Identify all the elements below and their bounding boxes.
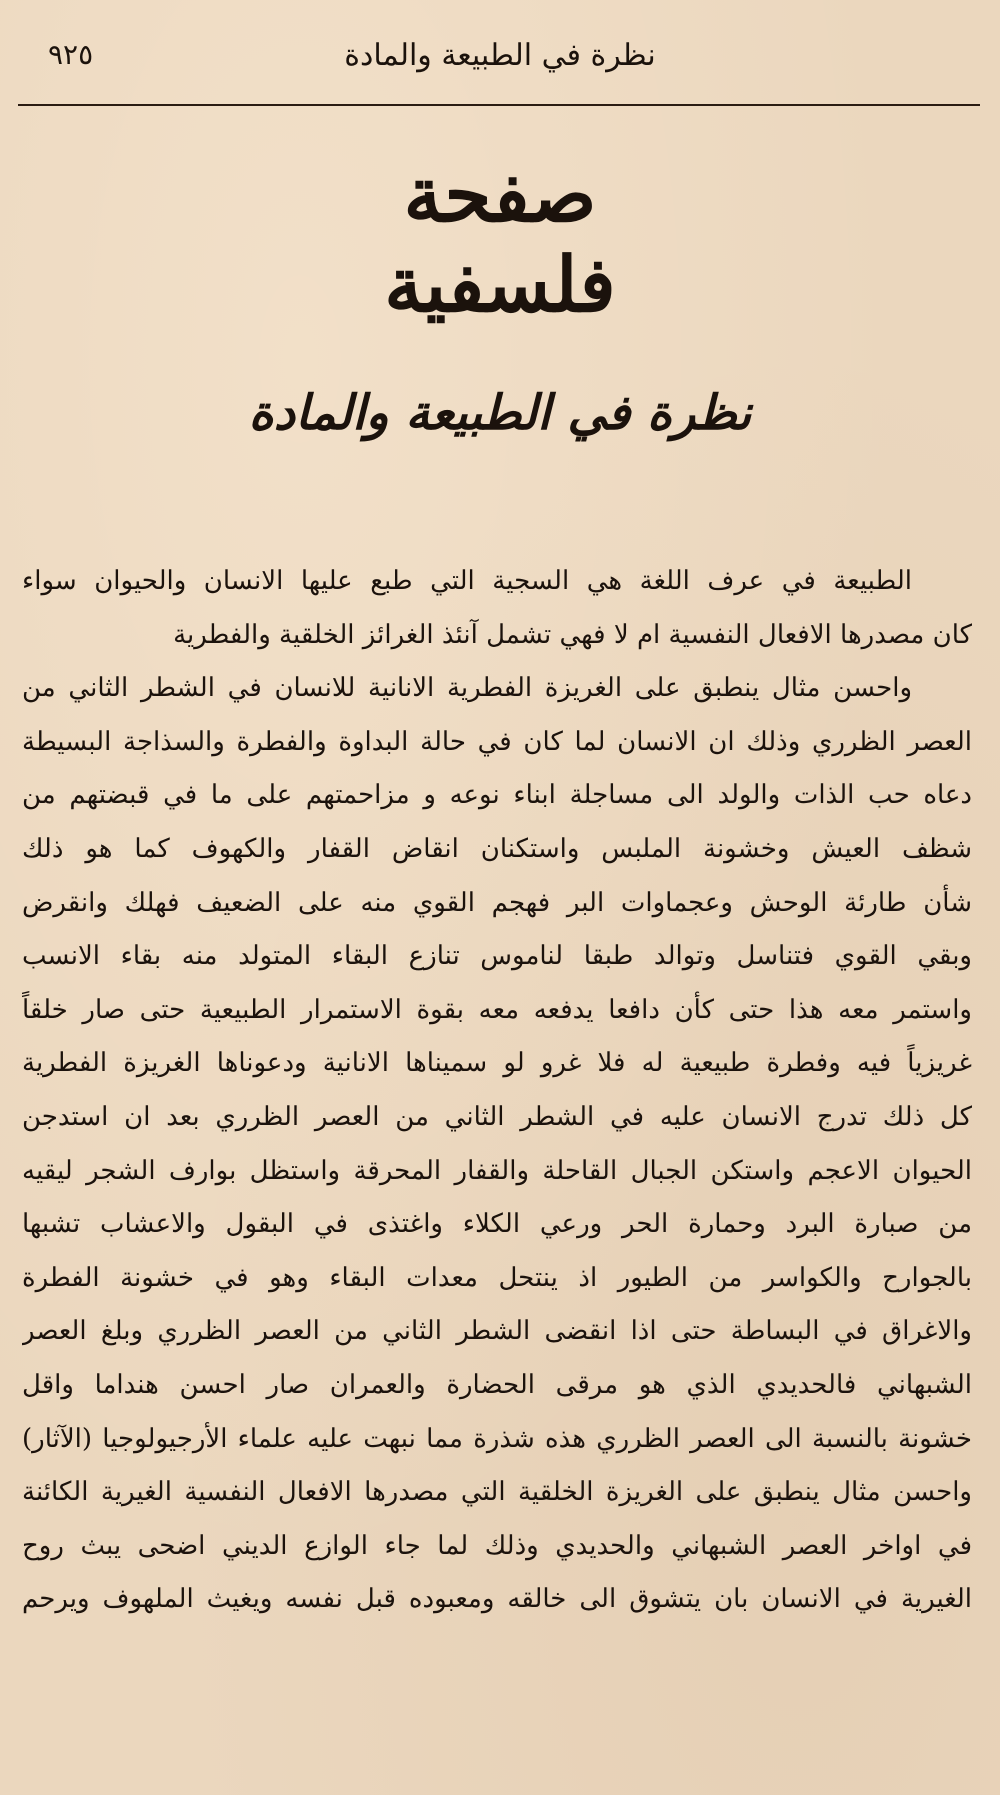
body-line: الشبهاني فالحديدي الذي هو مرقى الحضارة والعمران صار احسن هنداما واقل <box>22 1369 972 1400</box>
body-line: العصر الظرري وذلك ان الانسان لما كان في حالة البداوة والفطرة والسذاجة البسيطة <box>22 726 972 757</box>
body-line: وبقي القوي فتناسل وتوالد طبقا لناموس تنازع البقاء المتولد منه بقاء الانسب <box>22 941 972 972</box>
body-line: كل ذلك تدرج الانسان عليه في الشطر الثاني من العصر الظرري بعد ان استدجن <box>22 1101 972 1132</box>
body-line: شظف العيش وخشونة الملبس واستكنان انقاض القفار والكهوف كما هو ذلك <box>22 833 972 864</box>
article-body <box>22 555 972 1627</box>
body-line: الحيوان الاعجم واستكن الجبال القاحلة والقفار المحرقة واستظل بوارف الشجر ليقيه <box>22 1155 972 1186</box>
body-line: والاغراق في البساطة حتى اذا انقضى الشطر الثاني من العصر الظرري وبلغ العصر <box>22 1316 972 1347</box>
running-header <box>40 38 960 82</box>
body-line: واحسن مثال ينطبق على الغريزة الفطرية الانانية للانسان في الشطر الثاني من <box>22 673 912 704</box>
body-line: واستمر معه هذا حتى كأن دافعا يدفعه معه بقوة الاستمرار الطبيعية حتى صار خلقاً <box>22 994 972 1025</box>
body-line: في اواخر العصر الشبهاني والحديدي وذلك لما جاء الوازع الديني اضحى يبث روح <box>22 1530 972 1561</box>
body-line: شأن طارئة الوحش وعجماوات البر فهجم القوي منه على الضعيف فهلك وانقرض <box>22 887 972 918</box>
article-title: نظرة في الطبيعة والمادة <box>248 385 752 441</box>
section-title-line-2: فلسفية <box>384 240 616 329</box>
body-line: غريزياً فيه وفطرة طبيعية له فلا غرو لو سميناها الانانية ودعوناها الغريزة الفطرية <box>22 1048 972 1079</box>
body-line: واحسن مثال ينطبق على الغريزة الخلقية التي مصدرها الافعال النفسية الغيرية الكائنة <box>22 1477 972 1508</box>
body-line: كان مصدرها الافعال النفسية ام لا فهي تشمل آنئذ الغرائز الخلقية والفطرية <box>173 619 972 650</box>
body-line: الطبيعة في عرف اللغة هي السجية التي طبع عليها الانسان والحيوان سواء <box>22 566 912 596</box>
body-line: من صبارة البرد وحمارة الحر ورعي الكلاء واغتذى في البقول والاعشاب تشبها <box>22 1209 972 1240</box>
header-rule <box>18 104 980 106</box>
body-line: الغيرية في الانسان بان يتشوق الى خالقه ومعبوده قبل نفسه ويغيث الملهوف ويرحم <box>22 1584 972 1615</box>
page-number: ٩٢٥ <box>48 38 94 71</box>
running-title: نظرة في الطبيعة والمادة <box>344 38 656 73</box>
section-title <box>0 150 1000 330</box>
section-title-line-1: صفحة <box>403 150 597 239</box>
body-line: دعاه حب الذات والولد الى مساجلة ابناء نوعه و مزاحمتهم على ما في قبضتهم من <box>22 780 972 811</box>
body-line: خشونة بالنسبة الى العصر الظرري هذه شذرة مما نبهت عليه علماء الأرجيولوجيا (الآثار) <box>22 1423 972 1454</box>
body-line: بالجوارح والكواسر من الطيور اذ ينتحل معدات البقاء وهو في خشونة الفطرة <box>22 1262 972 1293</box>
